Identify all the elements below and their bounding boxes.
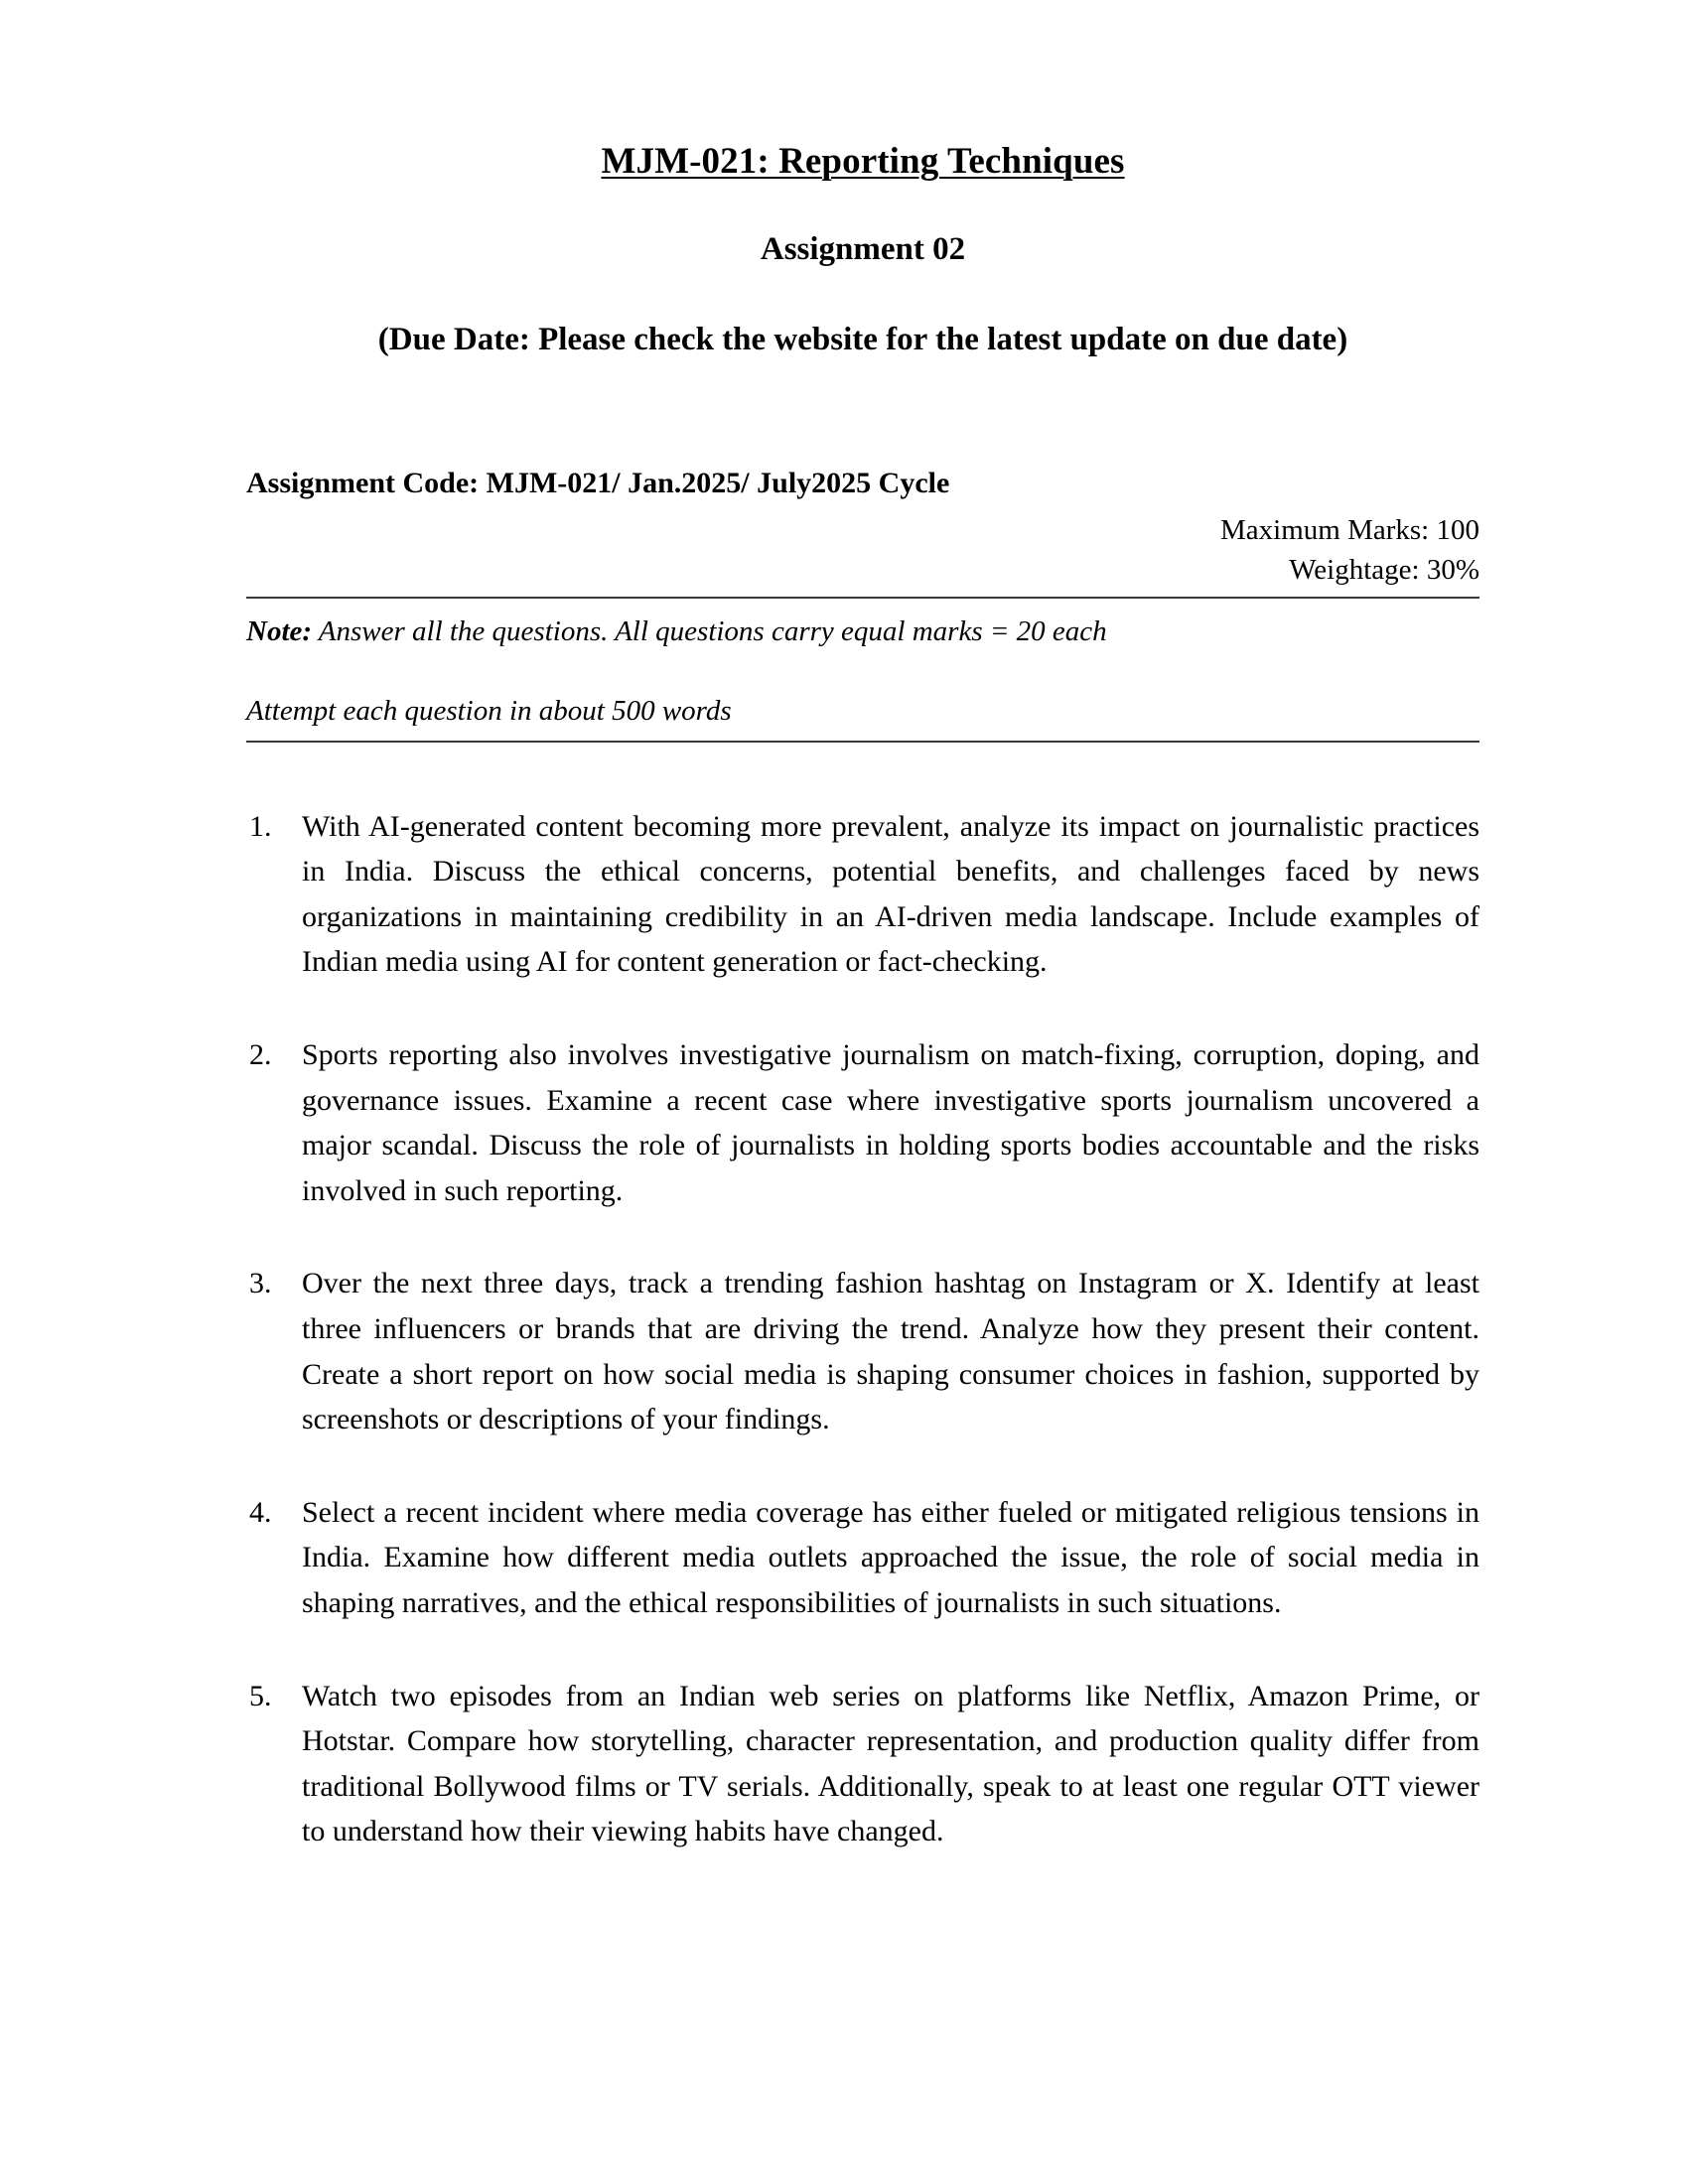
question-text: Sports reporting also involves investigative journalism on match-fixing, corruption, doping, and governance issues. Examine a recent case where investigative sports journalism uncovered a major scandal. Discuss the role of journalists in holding sports bodies accountable and the risks involved in such reporting. (302, 1038, 1479, 1207)
meta-block (246, 464, 1479, 742)
weightage: Weightage: 30% (1289, 554, 1479, 587)
due-date-note: (Due Date: Please check the website for the latest update on due date) (377, 321, 1348, 357)
question-item (246, 1032, 1479, 1213)
question-item (246, 1674, 1479, 1854)
question-text: With AI-generated content becoming more prevalent, analyze its impact on journalistic practices in India. Discuss the ethical concerns, potential benefits, and challenges faced by news organizations in maintaining credibility in an AI-driven media landscape. Include examples of Indian media using AI for content generation or fact-checking. (302, 809, 1479, 979)
marks-block (246, 502, 1479, 590)
question-number: 4. (249, 1495, 272, 1529)
assignment-code: Assignment Code: MJM-021/ Jan.2025/ July2025 Cycle (246, 467, 950, 500)
page-title (246, 0, 1479, 185)
divider-bottom (246, 741, 1479, 743)
question-number: 1. (249, 809, 272, 843)
question-text: Select a recent incident where media coverage has either fueled or mitigated religious tensions in India. Examine how different media outlets approached the issue, the role of social media in shaping narratives, and the ethical responsibilities of journalists in such situations. (302, 1495, 1479, 1620)
question-item (246, 1490, 1479, 1626)
questions-list (246, 804, 1479, 1854)
attempt-instruction: Attempt each question in about 500 words (246, 694, 732, 727)
question-number: 5. (249, 1679, 272, 1712)
note-text: Answer all the questions. All questions carry equal marks = 20 each (312, 615, 1107, 648)
question-number: 2. (249, 1038, 272, 1072)
assignment-subtitle: Assignment 02 (760, 231, 966, 268)
question-number: 3. (249, 1267, 272, 1300)
question-item (246, 1261, 1479, 1441)
question-text: Over the next three days, track a trending fashion hashtag on Instagram or X. Identify at least three influencers or brands that are driving the trend. Analyze how they present their content. Create a short report on how social media is shaping consumer choices in fashion, supported by screenshots or descriptions of your findings. (302, 1267, 1479, 1436)
question-item (246, 804, 1479, 985)
page-title-text: MJM-021: Reporting Techniques (601, 141, 1125, 182)
note-label: Note: (246, 615, 313, 648)
note-line (246, 599, 1479, 651)
question-text: Watch two episodes from an Indian web series on platforms like Netflix, Amazon Prime, or Hotstar. Compare how storytelling, character representation, and production quality differ from traditional Bollywood films or TV serials. Additionally, speak to at least one regular OTT viewer to understand how their viewing habits have changed. (302, 1679, 1479, 1848)
maximum-marks: Maximum Marks: 100 (1220, 514, 1479, 547)
document-content (246, 0, 1479, 1854)
